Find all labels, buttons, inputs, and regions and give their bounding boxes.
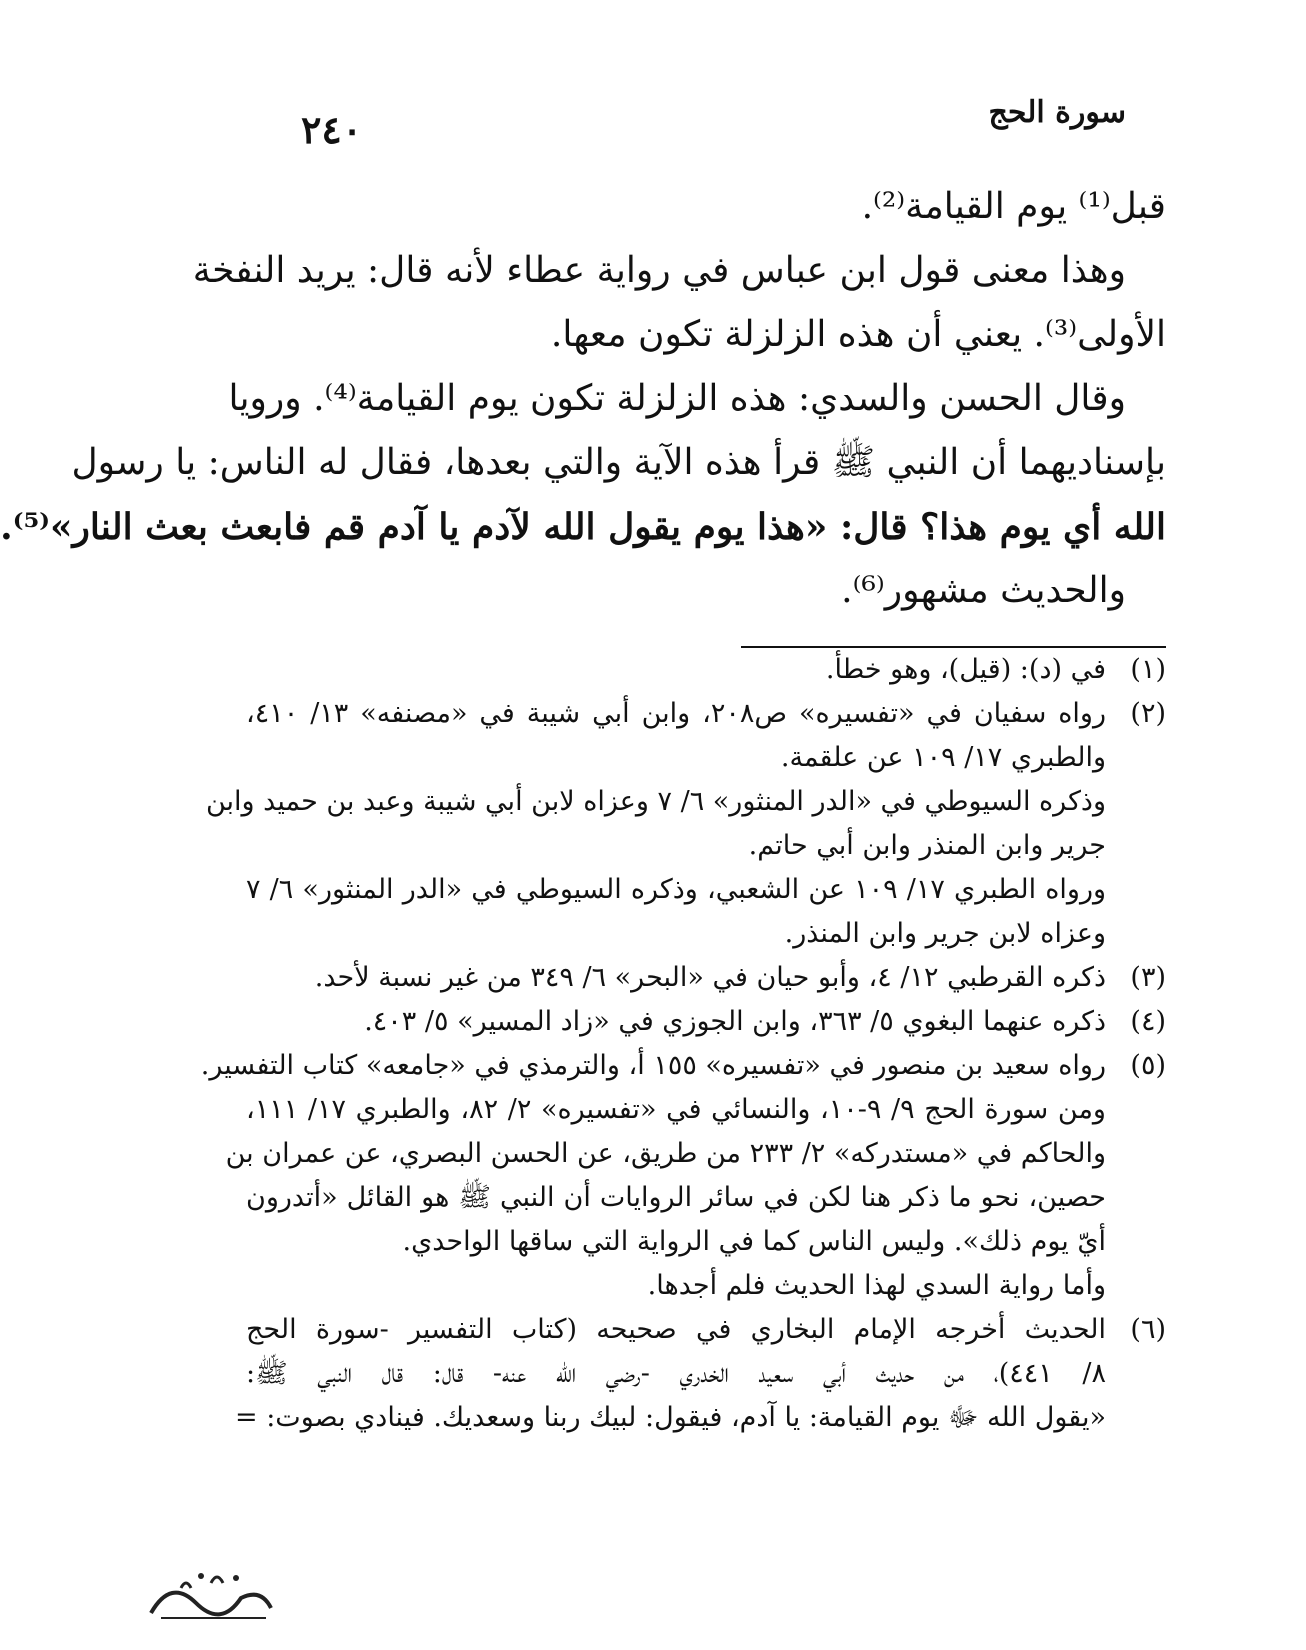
- footnote-line: جرير وابن المنذر وابن أبي حاتم.: [748, 830, 1106, 861]
- footnote-line: والطبري ١٧/ ١٠٩ عن علقمة.: [780, 742, 1106, 773]
- footnote-line: ذكره القرطبي ١٢/ ٤، وأبو حيان في «البحر» ٦/ ٣٤٩ من غير نسبة لأحد.: [314, 962, 1106, 993]
- body-line-4: وقال الحسن والسدي: هذه الزلزلة تكون يوم القيامة⁽⁴⁾. ورويا: [228, 378, 1126, 419]
- footnote-line: أيّ يوم ذلك». وليس الناس كما في الرواية التي ساقها الواحدي.: [402, 1226, 1106, 1257]
- body-line-3: الأولى⁽³⁾. يعني أن هذه الزلزلة تكون معها.: [550, 314, 1166, 355]
- footnote-line: ٨/ ٤٤١)، من حديث أبي سعيد الخدري -رضي الله عنه- قال: قال النبي ﷺ:: [246, 1358, 1106, 1389]
- footnote-number: (٢): [1130, 698, 1166, 729]
- body-line-1: قبل⁽¹⁾ يوم القيامة⁽²⁾.: [861, 186, 1166, 227]
- body-line-6: [0, 495, 1166, 559]
- body-line-6-text: أي يوم هذا؟ قال: «هذا يوم يقول الله لآدم يا آدم قم فابعث بعث النار»⁽⁵⁾.: [0, 506, 1102, 548]
- footnote-line: «يقول الله ﷻ يوم القيامة: يا آدم، فيقول: لبيك ربنا وسعديك. فينادي بصوت: =: [234, 1402, 1106, 1433]
- page-number: ٢٤٠: [301, 107, 363, 152]
- footnote-line: حصين، نحو ما ذكر هنا لكن في سائر الروايات أن النبي ﷺ هو القائل «أتدرون: [246, 1182, 1106, 1213]
- footnote-line: وعزاه لابن جرير وابن المنذر.: [784, 918, 1106, 949]
- body-line-5: بإسناديهما أن النبي ﷺ قرأ هذه الآية والتي بعدها، فقال له الناس: يا رسول: [71, 442, 1166, 483]
- footnote-5: [200, 1044, 1166, 1308]
- footnote-line: رواه سعيد بن منصور في «تفسيره» ١٥٥ أ، والترمذي في «جامعه» كتاب التفسير.: [200, 1050, 1106, 1081]
- footnote-number: (٦): [1130, 1314, 1166, 1345]
- footnote-line: في (د): (قيل)، وهو خطأ.: [825, 654, 1106, 685]
- footnote-line: ورواه الطبري ١٧/ ١٠٩ عن الشعبي، وذكره السيوطي في «الدر المنثور» ٦/ ٧: [246, 874, 1107, 905]
- publisher-logo: [141, 1558, 281, 1638]
- running-title: سورة الحج: [988, 95, 1126, 130]
- footnote-number: (١): [1130, 654, 1166, 685]
- body-line-6-lead: الله: [1113, 506, 1166, 548]
- footnote-line: والحاكم في «مستدركه» ٢/ ٢٣٣ من طريق، عن الحسن البصري، عن عمران بن: [225, 1138, 1106, 1169]
- footnote-line: الحديث أخرجه الإمام البخاري في صحيحه (كتاب التفسير -سورة الحج: [246, 1314, 1106, 1345]
- body-line-7: والحديث مشهور⁽⁶⁾.: [841, 570, 1126, 611]
- footnote-number: (٤): [1130, 1006, 1166, 1037]
- main-text: [0, 175, 1166, 623]
- footnote-4: [246, 1000, 1166, 1044]
- footnote-line: ومن سورة الحج ٩/ ٩-١٠، والنسائي في «تفسيره» ٢/ ٨٢، والطبري ١٧/ ١١١،: [246, 1094, 1106, 1125]
- footnote-line: وذكره السيوطي في «الدر المنثور» ٦/ ٧ وعزاه لابن أبي شيبة وعبد بن حميد وابن: [205, 786, 1106, 817]
- footnote-line: رواه سفيان في «تفسيره» ص٢٠٨، وابن أبي شيبة في «مصنفه» ١٣/ ٤١٠،: [246, 698, 1106, 729]
- body-line-2: وهذا معنى قول ابن عباس في رواية عطاء لأنه قال: يريد النفخة: [192, 250, 1126, 291]
- footnote-2: [205, 692, 1166, 956]
- footnote-line: ذكره عنهما البغوي ٥/ ٣٦٣، وابن الجوزي في «زاد المسير» ٥/ ٤٠٣.: [364, 1006, 1106, 1037]
- page-header: [301, 95, 1126, 155]
- footnote-number: (٥): [1130, 1050, 1166, 1081]
- footnote-3: [246, 956, 1166, 1000]
- footnote-1: [246, 648, 1166, 692]
- footnote-6: [234, 1308, 1166, 1440]
- footnotes: [200, 648, 1166, 1440]
- footnote-number: (٣): [1130, 962, 1166, 993]
- footnote-line: وأما رواية السدي لهذا الحديث فلم أجدها.: [647, 1270, 1106, 1301]
